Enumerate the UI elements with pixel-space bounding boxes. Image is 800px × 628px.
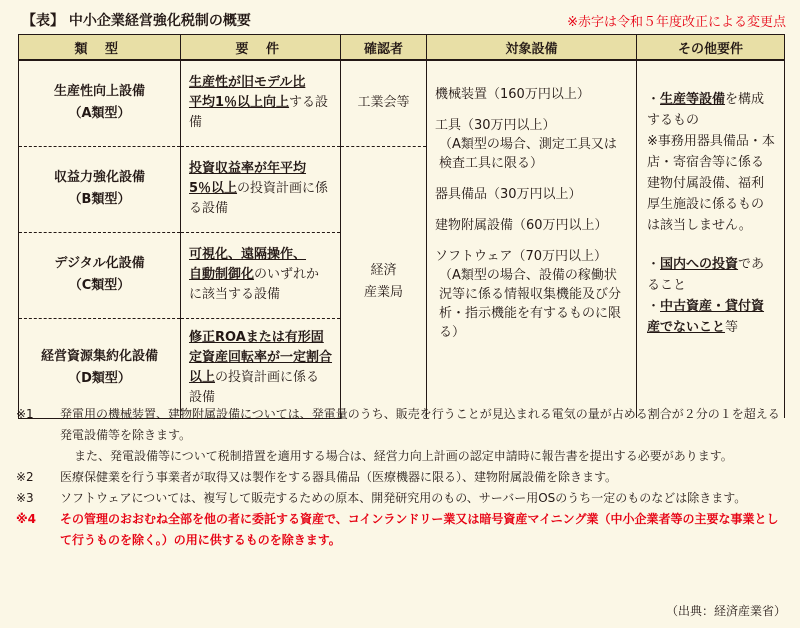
requirement-text: の投資計画に係る設備 <box>189 181 329 216</box>
type-cell <box>19 60 181 146</box>
requirement-bold: 自動制御化 <box>189 267 255 282</box>
footnote <box>16 467 786 488</box>
other-item-3: ・中古資産・貸付資産でないこと等 <box>647 299 765 335</box>
other-requirements-cell <box>637 60 785 418</box>
other-item-2: ・国内への投資であること <box>647 257 765 293</box>
confirmer-bcd: 産業局 <box>363 285 403 301</box>
asset-tools-note: （A類型の場合、測定工具又は検査工具に限る） <box>439 137 617 171</box>
table-row <box>19 60 785 146</box>
footnote-continued: また、発電設備等について税制措置を適用する場合は、経営力向上計画の認定申請時に報告書を提出する必要があります。 <box>74 449 733 463</box>
requirement-bold: 修正ROAまたは有形固定資産回転率が一定割合以上 <box>189 330 333 385</box>
footnote-number: ※2 <box>16 470 34 484</box>
header-type: 類 型 <box>19 35 181 61</box>
requirement-cell <box>181 146 341 232</box>
requirement-bold: 5％以上 <box>189 181 238 196</box>
other-item-1: ・生産等設備を構成するもの <box>647 92 765 128</box>
requirement-text: のいずれかに該当する設備 <box>189 267 320 302</box>
type-name: 収益力強化設備 <box>53 170 145 185</box>
asset-fixtures: 器具備品（30万円以上） <box>435 187 582 202</box>
requirement-text: する設備 <box>189 95 329 131</box>
other-item-1-bold: 生産等設備 <box>660 92 726 107</box>
footnote-number: ※3 <box>16 491 34 505</box>
other-item-3-text: 等 <box>725 320 739 335</box>
type-cell <box>19 146 181 232</box>
footnote-number: ※4 <box>16 512 37 526</box>
other-item-2-text: であること <box>647 257 765 293</box>
type-cell <box>19 232 181 318</box>
header-assets: 対象設備 <box>427 35 637 61</box>
type-code: （D類型） <box>68 371 131 386</box>
footnote-text: その管理のおおむね全部を他の者に委託する資産で、コインランドリー業又は暗号資産マイニング業（中小企業者等の主要な事業として行うものを除く。）の用に供するものを除きます。 <box>60 512 779 547</box>
footnote <box>16 404 786 446</box>
type-code: （A類型） <box>68 106 131 122</box>
confirmer-a: 工業会等 <box>357 95 410 111</box>
footnote-changed <box>16 509 786 551</box>
requirement-cell <box>181 318 341 418</box>
asset-building: 建物附属設備（60万円以上） <box>435 218 608 233</box>
requirement-cell <box>181 232 341 318</box>
type-code: （B類型） <box>68 192 131 207</box>
asset-tools: 工具（30万円以上） <box>435 118 556 133</box>
type-cell <box>19 318 181 418</box>
asset-software: ソフトウェア（70万円以上） <box>435 249 608 264</box>
confirmer-cell <box>341 146 427 418</box>
other-item-2-bold: 国内への投資 <box>660 257 739 272</box>
page-title: 【表】 中小企業経営強化税制の概要 <box>22 13 251 29</box>
table-header-row <box>19 35 785 61</box>
other-item-1-text: を構成するもの <box>647 92 765 128</box>
header-requirement: 要 件 <box>181 35 341 61</box>
assets-cell <box>427 60 637 418</box>
asset-software-note: （A類型の場合、設備の稼働状況等に係る情報収集機能及び分析・指示機能を有するものに限る） <box>439 268 622 340</box>
footnote-number: ※1 <box>16 407 34 421</box>
summary-table <box>18 34 785 419</box>
type-name: 生産性向上設備 <box>53 84 145 100</box>
source-credit: （出典：経済産業省） <box>665 604 786 618</box>
header-confirmer: 確認者 <box>341 35 427 61</box>
header-other: その他要件 <box>637 35 785 61</box>
asset-machinery: 機械装置（160万円以上） <box>435 87 590 102</box>
confirmer-bcd: 経済 <box>370 263 397 279</box>
requirement-bold: 投資収益率が年平均 <box>189 161 307 176</box>
type-code: （C類型） <box>68 278 131 293</box>
requirement-bold: 可視化、遠隔操作、 <box>189 247 307 262</box>
type-name: 経営資源集約化設備 <box>40 349 158 364</box>
change-legend: ※赤字は令和５年度改正による変更点 <box>567 15 786 30</box>
other-item-1-note: ※事務用器具備品・本店・寄宿舎等に係る建物付属設備、福利厚生施設に係るものは該当しません。 <box>647 134 775 233</box>
other-item-3-bold: 中古資産・貸付資産でないこと <box>647 299 765 335</box>
footnotes <box>16 404 786 551</box>
type-name: デジタル化設備 <box>54 256 145 271</box>
requirement-cell <box>181 60 341 146</box>
requirement-bold: 平均1％以上向上 <box>189 95 290 111</box>
footnote-text: 医療保健業を行う事業者が取得又は製作をする器具備品（医療機器に限る）、建物附属設備を除きます。 <box>60 470 618 484</box>
footnote-text: ソフトウェアについては、複写して販売するための原本、開発研究用のもの、サーバー用OSのうち一定のものなどは除きます。 <box>60 491 747 505</box>
footnote-text: 発電用の機械装置、建物附属設備については、発電量のうち、販売を行うことが見込まれる電気の量が占める割合が２分の１を超える発電設備等を除きます。 <box>60 407 780 442</box>
confirmer-cell <box>341 60 427 146</box>
requirement-text: の投資計画に係る設備 <box>189 370 320 405</box>
footnote <box>16 488 786 509</box>
requirement-bold: 生産性が旧モデル比 <box>189 75 306 91</box>
